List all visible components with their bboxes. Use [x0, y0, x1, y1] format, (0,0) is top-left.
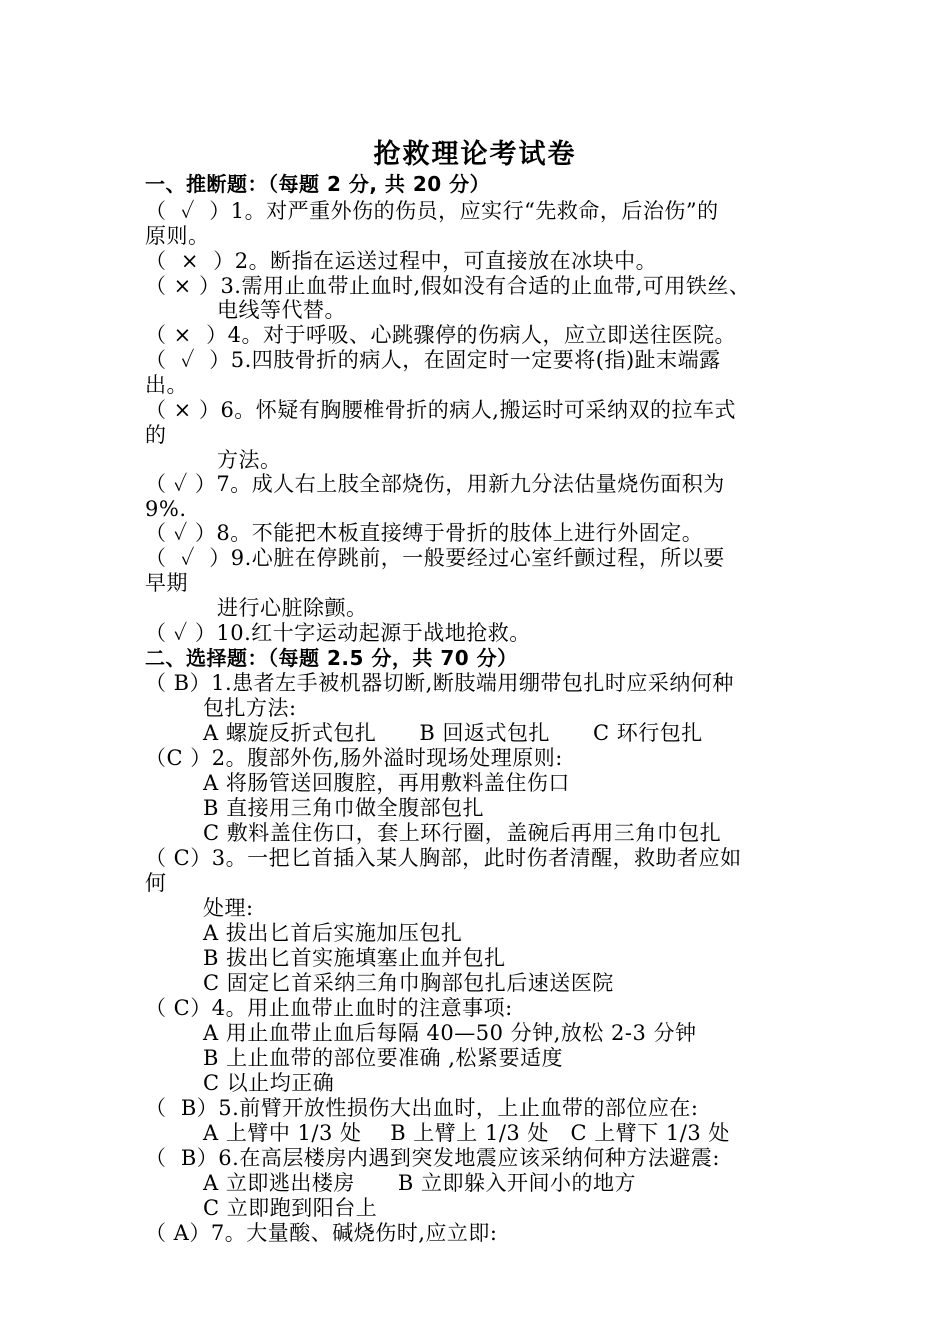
question-line: 电线等代替。	[217, 298, 346, 322]
question-line: （ × ）6。怀疑有胸腰椎骨折的病人,搬运时可采纳双的拉车式	[145, 398, 736, 422]
question-line: 何	[145, 871, 167, 895]
question-line: （ ✓ ）8。不能把木板直接缚于骨折的肢体上进行外固定。	[145, 521, 704, 545]
question-line: （ B）5.前臂开放性损伤大出血时，上止血带的部位应在:	[145, 1096, 699, 1120]
question-line: 的	[145, 423, 167, 447]
question-line: （ ✓ ）1。对严重外伤的伤员，应实行“先救命，后治伤”的	[145, 199, 719, 223]
question-line: （ A）7。大量酸、碱烧伤时,应立即:	[145, 1221, 498, 1245]
question-line: （ ✓ ）5.四肢骨折的病人，在固定时一定要将(指)趾末端露	[145, 348, 721, 372]
question-line: （ C）4。用止血带止血时的注意事项:	[145, 996, 513, 1020]
question-line: （ × ）3.需用止血带止血时,假如没有合适的止血带,可用铁丝、	[145, 274, 751, 298]
question-line: 包扎方法:	[203, 696, 297, 720]
section-heading-choice: 二、选择题：（每题 2.5 分，共 70 分）	[145, 646, 518, 670]
question-line: 早期	[145, 571, 188, 595]
section-heading-judgement: 一、推断题：（每题 2 分, 共 20 分）	[145, 172, 491, 196]
option-line: A 拔出匕首后实施加压包扎	[203, 921, 463, 945]
question-line: （ ✓ ）10.红十字运动起源于战地抢救。	[145, 621, 531, 645]
option-line: B 直接用三角巾做全腹部包扎	[203, 796, 485, 820]
question-line: （ C）3。一把匕首插入某人胸部，此时伤者清醒，救助者应如	[145, 846, 742, 870]
question-line: （ B）6.在高层楼房内遇到突发地震应该采纳何种方法避震:	[145, 1146, 720, 1170]
question-line: 原则。	[145, 224, 210, 248]
question-line: 处理:	[203, 896, 254, 920]
question-line: 方法。	[217, 448, 282, 472]
question-line: 9%.	[145, 497, 187, 521]
option-line: B 拔出匕首实施填塞止血并包扎	[203, 946, 506, 970]
question-line: （ × ）2。断指在运送过程中，可直接放在冰块中。	[145, 249, 658, 273]
question-line: 进行心脏除颤。	[217, 596, 368, 620]
option-line: C 固定匕首采纳三角巾胸部包扎后速送医院	[203, 971, 614, 995]
option-line: A 将肠管送回腹腔，再用敷料盖住伤口	[203, 771, 570, 795]
option-line: C 敷料盖住伤口，套上环行圈，盖碗后再用三角巾包扎	[203, 821, 722, 845]
question-line: （ ✓ ）9.心脏在停跳前，一般要经过心室纤颤过程，所以要	[145, 546, 725, 570]
option-line: C 立即跑到阳台上	[203, 1196, 378, 1220]
question-line: （ ✓ ）7。成人右上肢全部烧伤，用新九分法估量烧伤面积为	[145, 472, 725, 496]
question-line: （ B）1.患者左手被机器切断,断肢端用绷带包扎时应采纳何种	[145, 671, 734, 695]
question-line: （ × ）4。对于呼吸、心跳骤停的伤病人，应立即送往医院。	[145, 323, 736, 347]
question-line: 出。	[145, 373, 188, 397]
option-line: C 以止均正确	[203, 1071, 335, 1095]
page-title: 抢救理论考试卷	[373, 139, 577, 170]
question-line: （C ）2。腹部外伤,肠外溢时现场处理原则:	[145, 746, 563, 770]
option-line: A 螺旋反折式包扎 B 回返式包扎 C 环行包扎	[203, 721, 703, 745]
option-line: A 用止血带止血后每隔 40—50 分钟,放松 2-3 分钟	[203, 1021, 697, 1045]
option-line: A 立即逃出楼房 B 立即躲入开间小的地方	[203, 1171, 636, 1195]
option-line: A 上臂中 1/3 处 B 上臂上 1/3 处 C 上臂下 1/3 处	[203, 1121, 730, 1145]
option-line: B 上止血带的部位要准确 ,松紧要适度	[203, 1046, 563, 1070]
